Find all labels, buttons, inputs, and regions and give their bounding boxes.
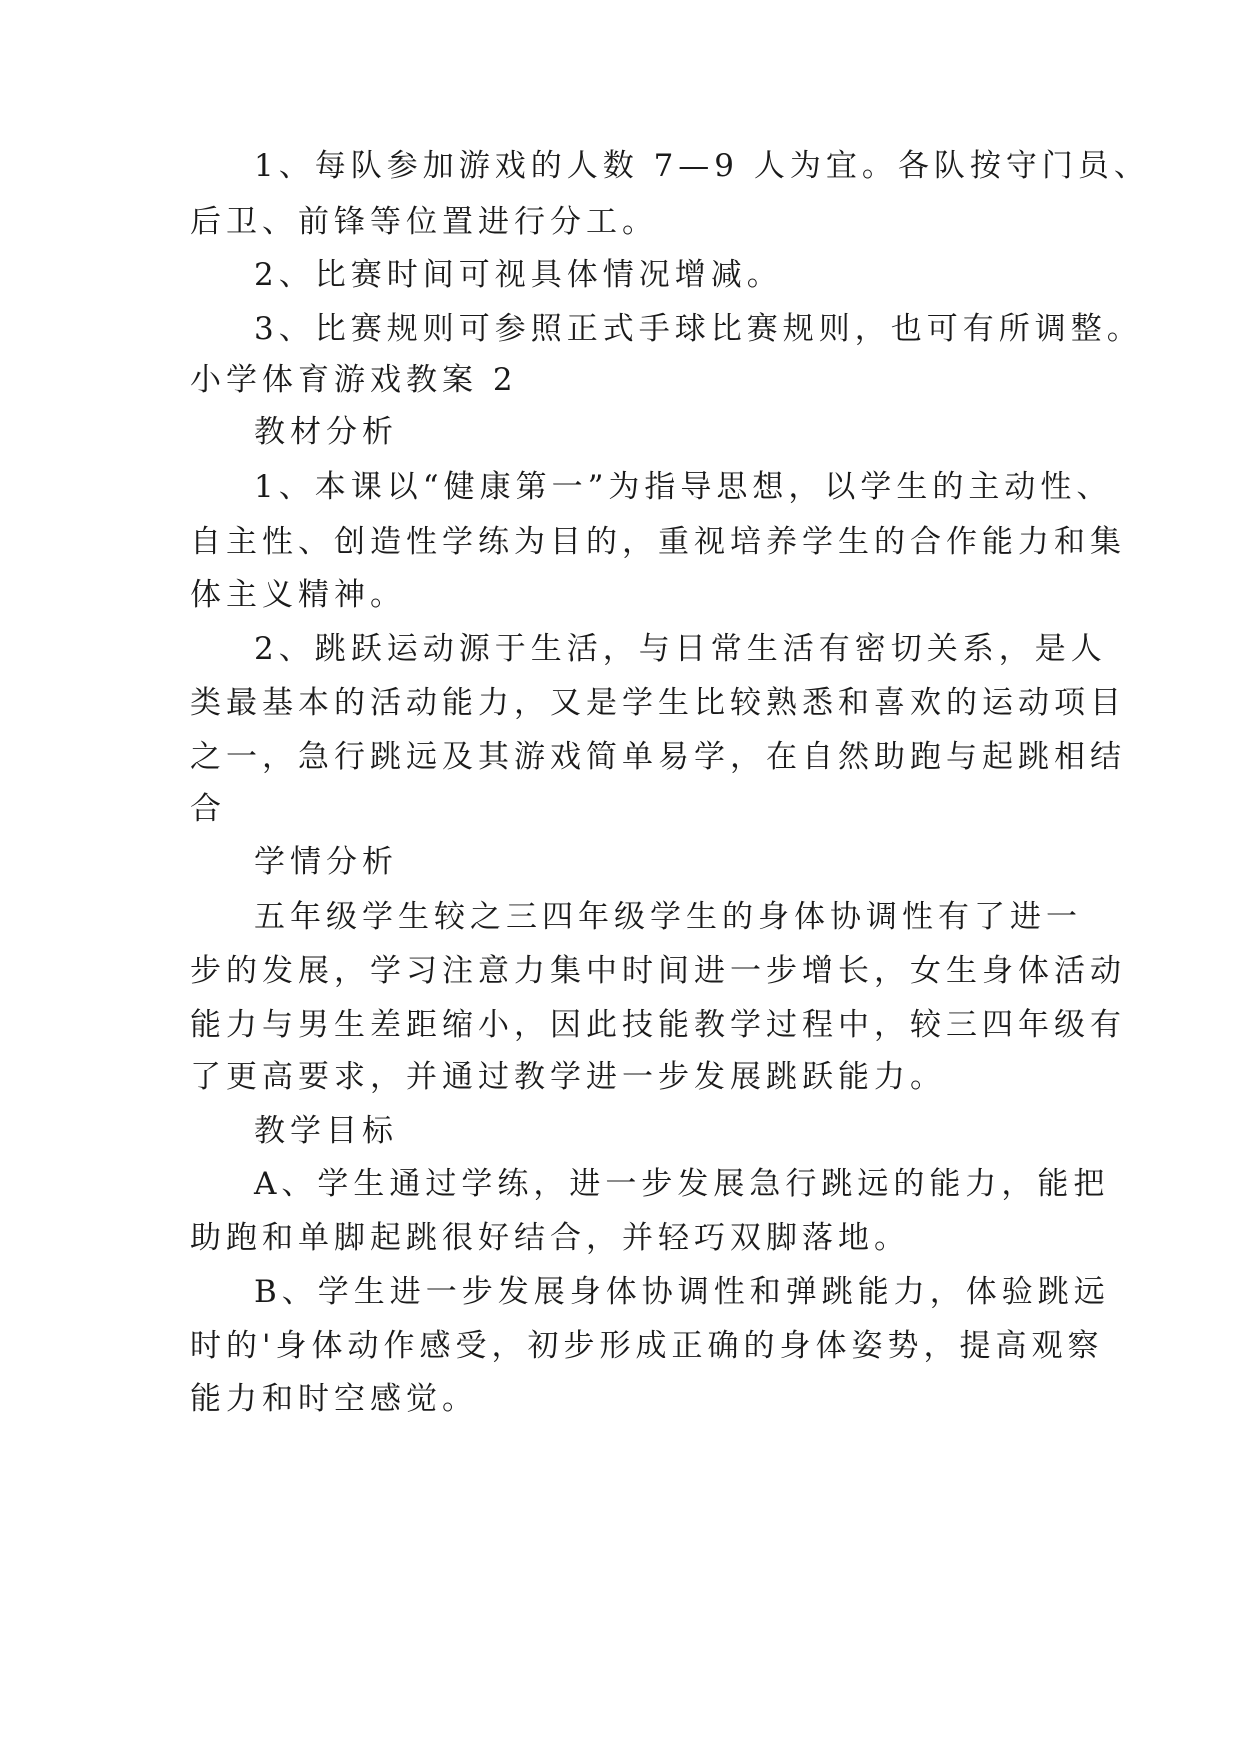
text-line: 1、本课以“健康第一”为指导思想，以学生的主动性、 [254, 469, 1113, 505]
text-line: B、学生进一步发展身体协调性和弹跳能力，体验跳远 [254, 1274, 1110, 1310]
text-line: 类最基本的活动能力，又是学生比较熟悉和喜欢的运动项目 [190, 685, 1126, 721]
text-line: 五年级学生较之三四年级学生的身体协调性有了进一 [254, 899, 1082, 935]
text-line: A、学生通过学练，进一步发展急行跳远的能力，能把 [254, 1166, 1110, 1202]
text-line: 能力与男生差距缩小，因此技能教学过程中，较三四年级有 [190, 1007, 1126, 1043]
text-line: 能力和时空感觉。 [190, 1381, 478, 1417]
text-line: 2、比赛时间可视具体情况增减。 [254, 257, 783, 293]
text-line: 1、每队参加游戏的人数 7—9 人为宜。各队按守门员、 [254, 148, 1150, 184]
text-line: 体主义精神。 [190, 577, 406, 613]
text-line: 合 [190, 791, 226, 827]
text-line: 时的'身体动作感受，初步形成正确的身体姿势，提高观察 [190, 1328, 1104, 1364]
section-heading: 教学目标 [254, 1113, 398, 1149]
text-line: 步的发展，学习注意力集中时间进一步增长，女生身体活动 [190, 953, 1126, 989]
section-heading: 学情分析 [254, 844, 398, 880]
text-line: 2、跳跃运动源于生活，与日常生活有密切关系，是人 [254, 631, 1107, 667]
text-line: 了更高要求，并通过教学进一步发展跳跃能力。 [190, 1059, 946, 1095]
text-line: 自主性、创造性学练为目的，重视培养学生的合作能力和集 [190, 524, 1126, 560]
section-heading: 教材分析 [254, 414, 398, 450]
text-line: 后卫、前锋等位置进行分工。 [190, 204, 658, 240]
text-line: 助跑和单脚起跳很好结合，并轻巧双脚落地。 [190, 1220, 910, 1256]
text-line: 之一，急行跳远及其游戏简单易学，在自然助跑与起跳相结 [190, 739, 1126, 775]
section-title: 小学体育游戏教案 2 [190, 362, 518, 398]
text-line: 3、比赛规则可参照正式手球比赛规则，也可有所调整。 [254, 311, 1143, 347]
